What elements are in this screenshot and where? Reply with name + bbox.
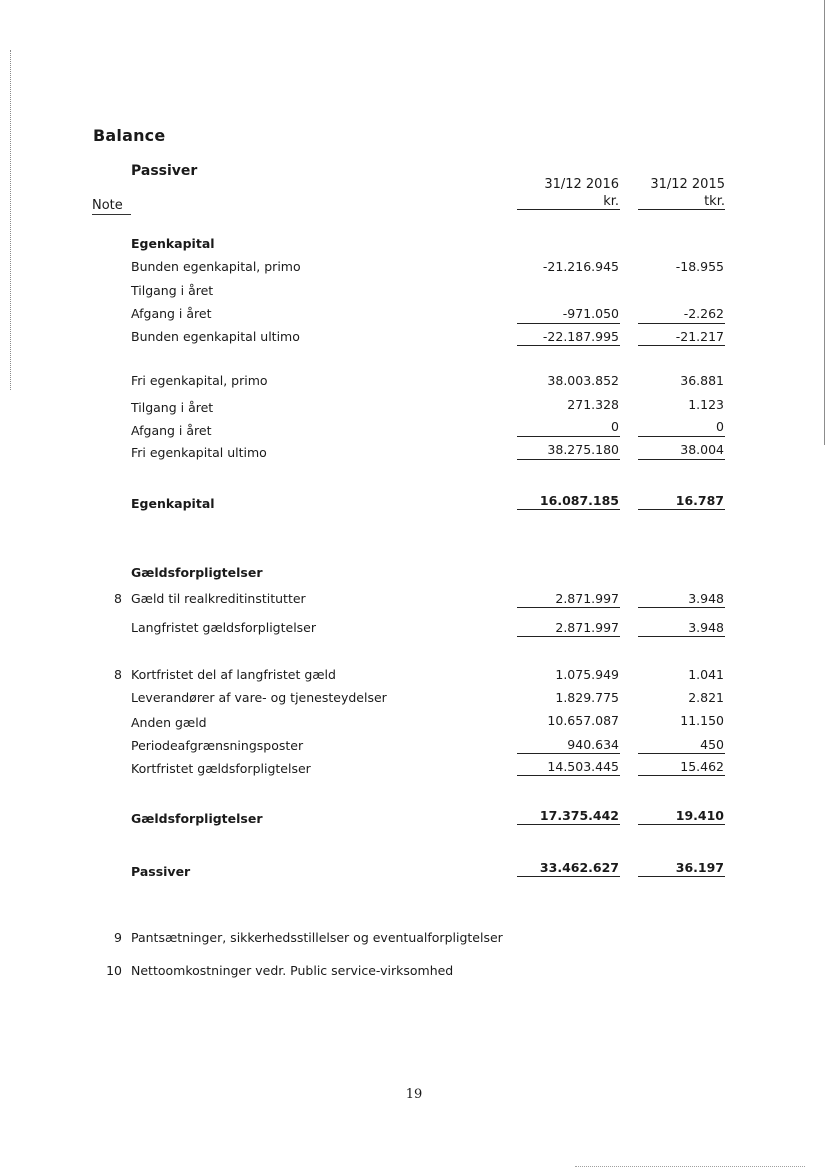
note-column-header: Note: [92, 198, 131, 215]
value-2016: 38.003.852: [547, 373, 619, 388]
value-2016: 33.462.627: [539, 860, 619, 875]
value-2015: -21.217: [675, 329, 724, 344]
sum-rule: [517, 775, 620, 776]
value-2016: 38.275.180: [547, 442, 619, 457]
scan-edge-artifact-bottom: [575, 1166, 805, 1168]
sum-rule: [517, 345, 620, 346]
column-date: 31/12 2016: [544, 177, 619, 192]
column-date: 31/12 2015: [650, 177, 725, 192]
sum-rule: [517, 607, 620, 608]
value-2015: 1.123: [688, 397, 724, 412]
total-row: [0, 493, 828, 513]
sum-rule: [517, 824, 620, 825]
row-label: Gæld til realkreditinstitutter: [131, 591, 306, 606]
sum-rule: [638, 876, 725, 877]
table-row: [0, 283, 828, 303]
value-2015: 3.948: [688, 591, 724, 606]
column-unit: tkr.: [704, 194, 725, 209]
sum-rule: [517, 509, 620, 510]
sum-rule: [638, 436, 725, 437]
table-row: [0, 690, 828, 710]
value-2016: -22.187.995: [542, 329, 619, 344]
row-label: Egenkapital: [131, 496, 215, 511]
note-label: Nettoomkostninger vedr. Public service-virksomhed: [131, 963, 454, 978]
note-number: 9: [114, 930, 122, 945]
row-label: Periodeafgrænsningsposter: [131, 738, 304, 753]
value-2015: 11.150: [680, 713, 724, 728]
column-unit: kr.: [603, 194, 619, 209]
value-2015: 19.410: [675, 808, 724, 823]
total-row: [0, 860, 828, 880]
value-2016: 0: [611, 419, 619, 434]
page-number: 19: [405, 1087, 423, 1102]
value-2015: -18.955: [675, 259, 724, 274]
table-row: [0, 737, 828, 757]
value-2016: 17.375.442: [539, 808, 619, 823]
row-label: Fri egenkapital, primo: [131, 373, 268, 388]
value-2015: 38.004: [680, 442, 724, 457]
section-subtitle: Passiver: [131, 163, 198, 179]
value-2016: 271.328: [567, 397, 619, 412]
sum-rule: [638, 775, 725, 776]
value-2016: 16.087.185: [539, 493, 619, 508]
value-2015: 2.821: [688, 690, 724, 705]
row-label: Bunden egenkapital ultimo: [131, 329, 300, 344]
value-2016: 2.871.997: [555, 591, 619, 606]
sum-rule: [638, 753, 725, 754]
row-label: Tilgang i året: [131, 400, 214, 415]
row-label: Langfristet gældsforpligtelser: [131, 620, 317, 635]
sum-rule: [638, 824, 725, 825]
value-2015: 3.948: [688, 620, 724, 635]
table-row: [0, 373, 828, 393]
value-2015: 0: [716, 419, 724, 434]
table-row: [0, 667, 828, 687]
column-header-2015: [630, 176, 725, 210]
table-row: [0, 591, 828, 611]
section-heading-row: [0, 236, 828, 256]
row-label: Leverandører af vare- og tjenesteydelser: [131, 690, 387, 705]
row-label: Kortfristet del af langfristet gæld: [131, 667, 336, 682]
row-label: Tilgang i året: [131, 283, 214, 298]
value-2015: 16.787: [675, 493, 724, 508]
row-label: Afgang i året: [131, 306, 212, 321]
sum-rule: [517, 459, 620, 460]
value-2016: 10.657.087: [547, 713, 619, 728]
row-label: Bunden egenkapital, primo: [131, 259, 301, 274]
note-label: Pantsætninger, sikkerhedsstillelser og eventualforpligtelser: [131, 930, 503, 945]
sum-rule: [638, 323, 725, 324]
page-title: Balance: [93, 126, 166, 145]
sum-rule: [638, 636, 725, 637]
value-2016: 1.829.775: [555, 690, 619, 705]
note-reference: 8: [114, 667, 122, 682]
table-row: [0, 713, 828, 733]
sum-rule: [517, 323, 620, 324]
value-2016: 2.871.997: [555, 620, 619, 635]
sum-rule: [638, 459, 725, 460]
table-row: [0, 397, 828, 417]
value-2015: -2.262: [683, 306, 724, 321]
row-label: Gældsforpligtelser: [131, 811, 263, 826]
subtotal-row: [0, 620, 828, 640]
row-label: Kortfristet gældsforpligtelser: [131, 761, 311, 776]
value-2015: 36.197: [675, 860, 724, 875]
section-heading-row: [0, 565, 828, 585]
note-reference: 8: [114, 591, 122, 606]
value-2015: 1.041: [688, 667, 724, 682]
value-2016: -21.216.945: [542, 259, 619, 274]
value-2016: -971.050: [562, 306, 619, 321]
value-2016: 940.634: [567, 737, 619, 752]
column-rule: [638, 209, 725, 210]
column-header-2016: [517, 176, 619, 210]
value-2016: 14.503.445: [547, 759, 619, 774]
row-label: Anden gæld: [131, 715, 207, 730]
row-label: Egenkapital: [131, 236, 215, 251]
table-row: [0, 259, 828, 279]
sum-rule: [517, 753, 620, 754]
note-number: 10: [106, 963, 122, 978]
subtotal-row: [0, 329, 828, 349]
row-label: Gældsforpligtelser: [131, 565, 263, 580]
row-label: Fri egenkapital ultimo: [131, 445, 267, 460]
sum-rule: [517, 636, 620, 637]
sum-rule: [517, 876, 620, 877]
row-label: Afgang i året: [131, 423, 212, 438]
value-2015: 450: [700, 737, 724, 752]
value-2015: 15.462: [680, 759, 724, 774]
sum-rule: [638, 607, 725, 608]
sum-rule: [638, 509, 725, 510]
column-rule: [517, 209, 620, 210]
row-label: Passiver: [131, 864, 191, 879]
subtotal-row: [0, 759, 828, 779]
sum-rule: [638, 345, 725, 346]
value-2015: 36.881: [680, 373, 724, 388]
sum-rule: [517, 436, 620, 437]
total-row: [0, 808, 828, 828]
value-2016: 1.075.949: [555, 667, 619, 682]
